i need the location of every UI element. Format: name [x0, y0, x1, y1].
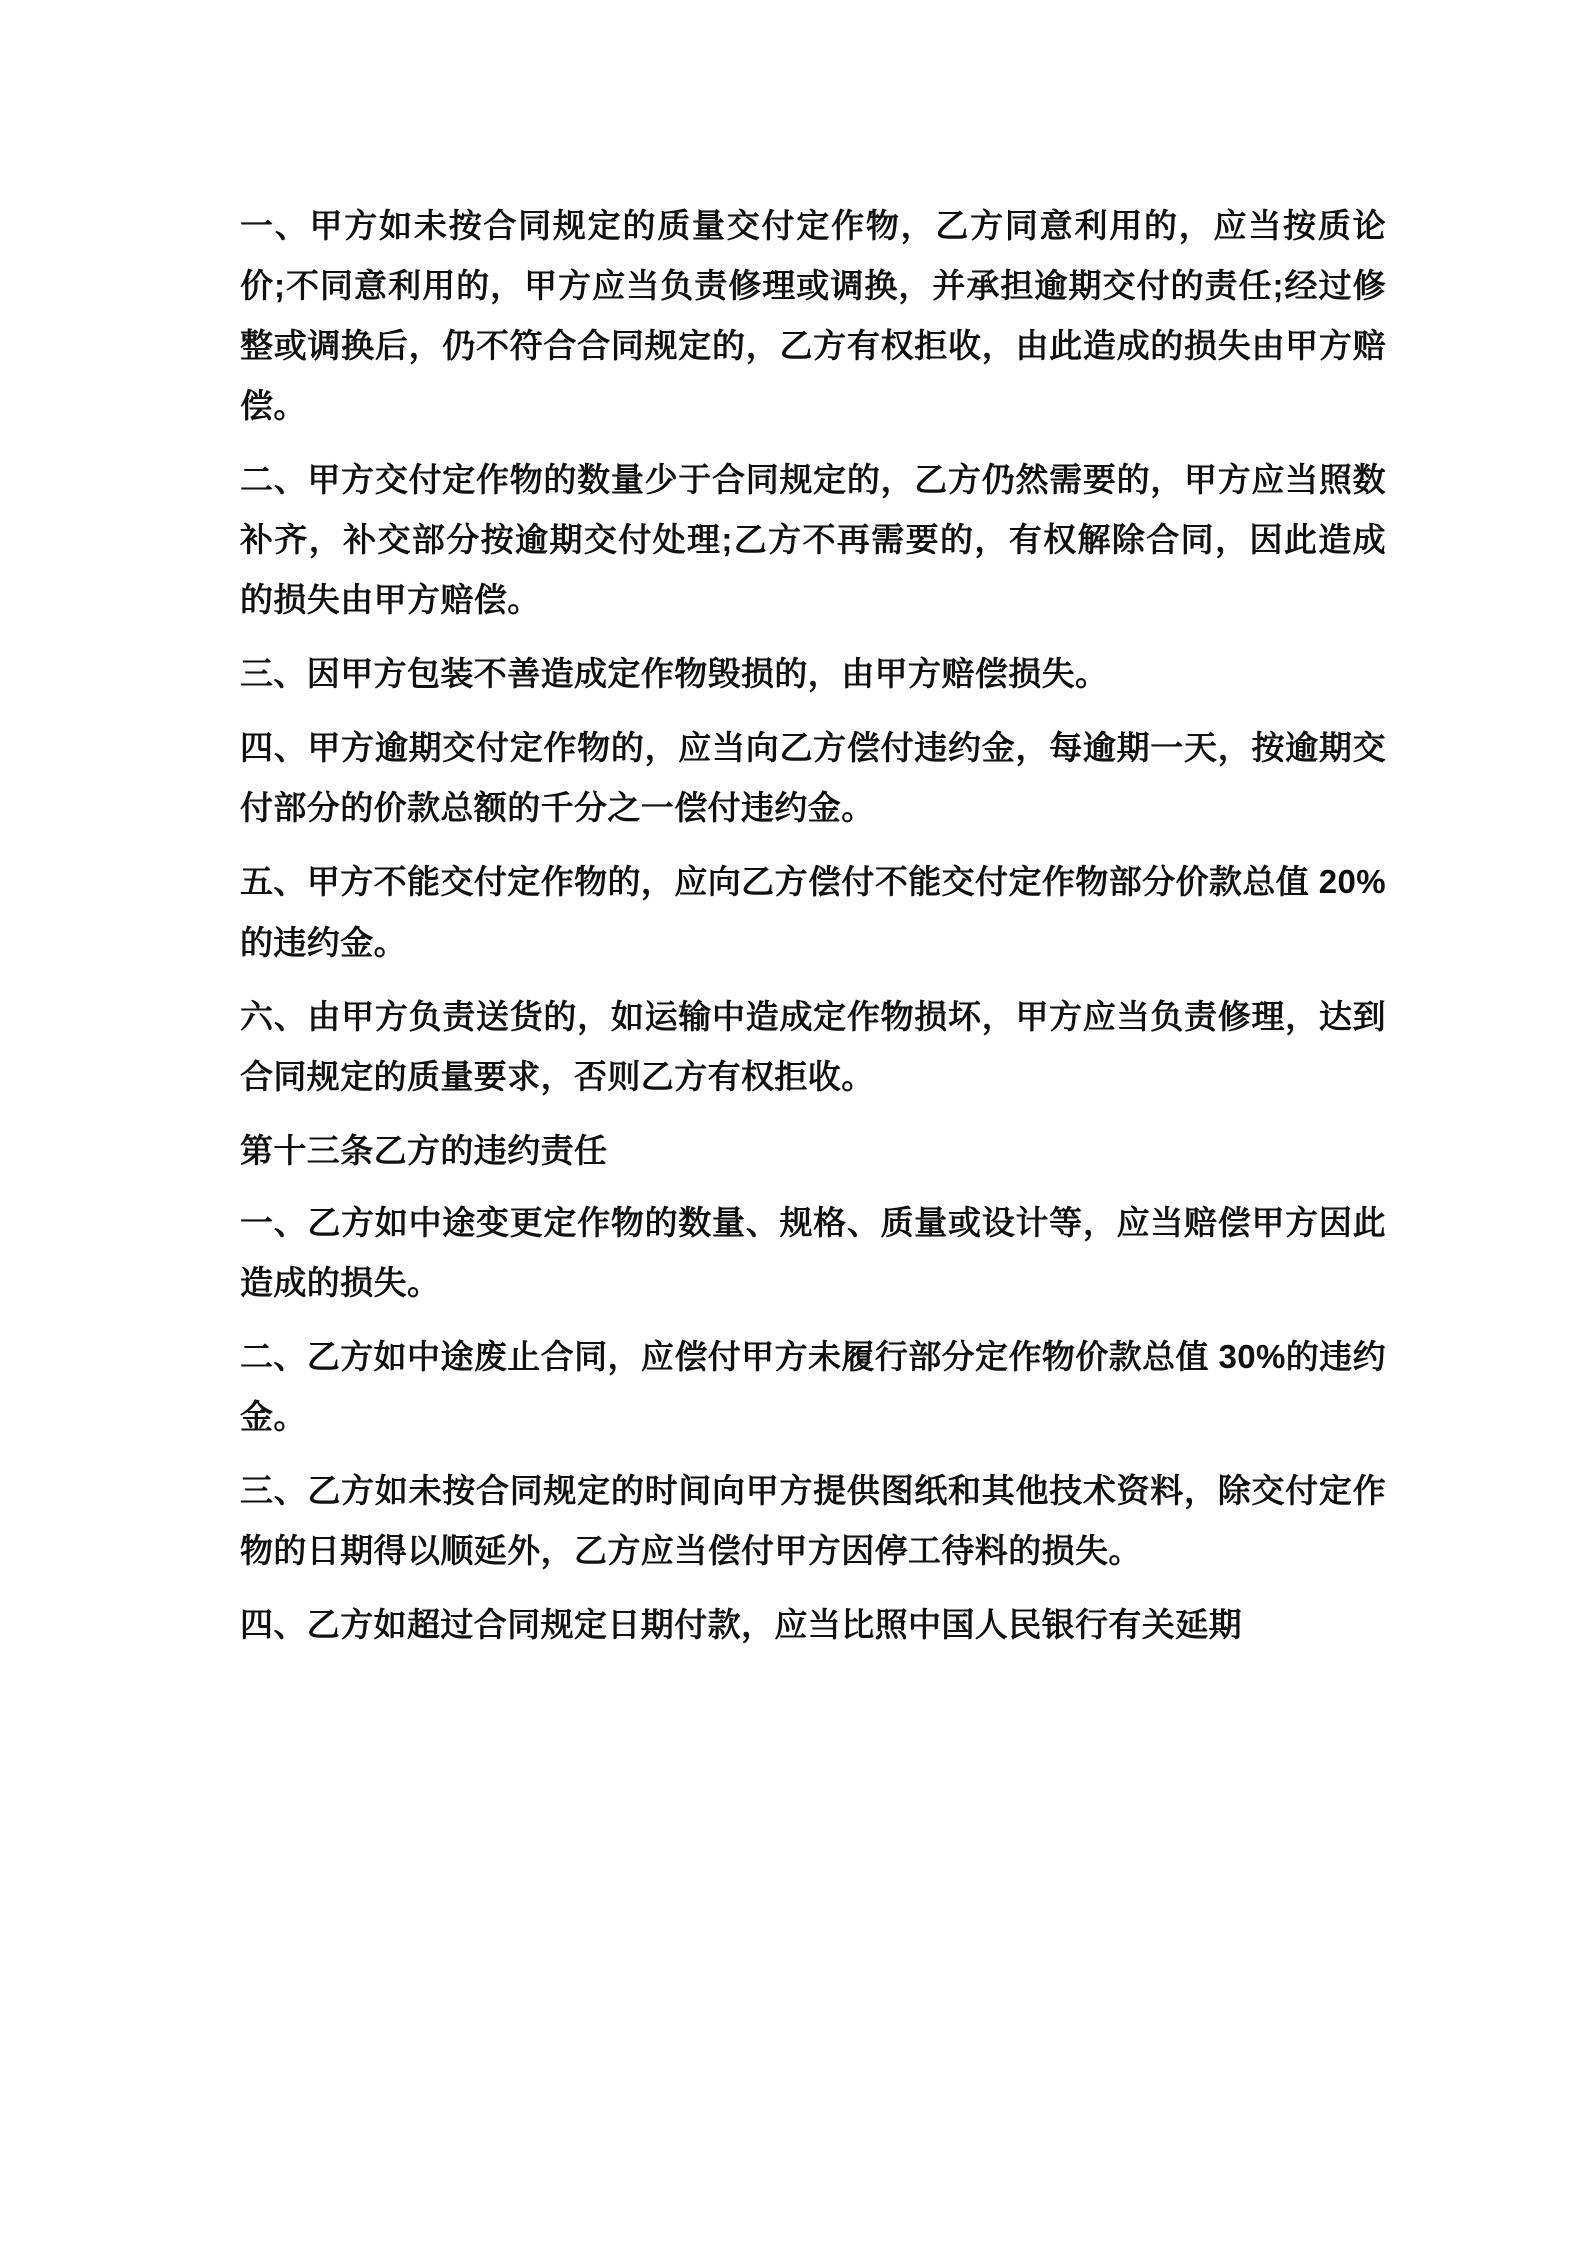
paragraph: 六、由甲方负责送货的，如运输中造成定作物损坏，甲方应当负责修理，达到合同规定的质量要求，否则乙方有权拒收。: [240, 997, 1386, 1095]
paragraph: 一、乙方如中途变更定作物的数量、规格、质量或设计等，应当赔偿甲方因此造成的损失。: [240, 1203, 1386, 1301]
paragraph: 五、甲方不能交付定作物的，应向乙方偿付不能交付定作物部分价款总值 20%的违约金。: [240, 863, 1386, 961]
paragraph: 一、甲方如未按合同规定的质量交付定作物，乙方同意利用的，应当按质论价;不同意利用的，甲方应当负责修理或调换，并承担逾期交付的责任;经过修整或调换后，仍不符合合同规定的，乙方有权拒收，由此造成的损失由甲方赔偿。: [240, 207, 1386, 425]
paragraph: 四、乙方如超过合同规定日期付款，应当比照中国人民银行有关延期: [240, 1605, 1242, 1643]
paragraph: 四、甲方逾期交付定作物的，应当向乙方偿付违约金，每逾期一天，按逾期交付部分的价款总额的千分之一偿付违约金。: [240, 729, 1386, 827]
paragraph: 二、甲方交付定作物的数量少于合同规定的，乙方仍然需要的，甲方应当照数补齐，补交部分按逾期交付处理;乙方不再需要的，有权解除合同，因此造成的损失由甲方赔偿。: [240, 461, 1386, 619]
document-body: [240, 196, 1386, 1655]
paragraph: 三、乙方如未按合同规定的时间向甲方提供图纸和其他技术资料，除交付定作物的日期得以顺延外，乙方应当偿付甲方因停工待料的损失。: [240, 1471, 1386, 1569]
paragraph: 二、乙方如中途废止合同，应偿付甲方未履行部分定作物价款总值 30%的违约金。: [240, 1337, 1386, 1435]
paragraph: 三、因甲方包装不善造成定作物毁损的，由甲方赔偿损失。: [240, 655, 1109, 693]
section-heading: 第十三条乙方的违约责任: [240, 1131, 608, 1169]
